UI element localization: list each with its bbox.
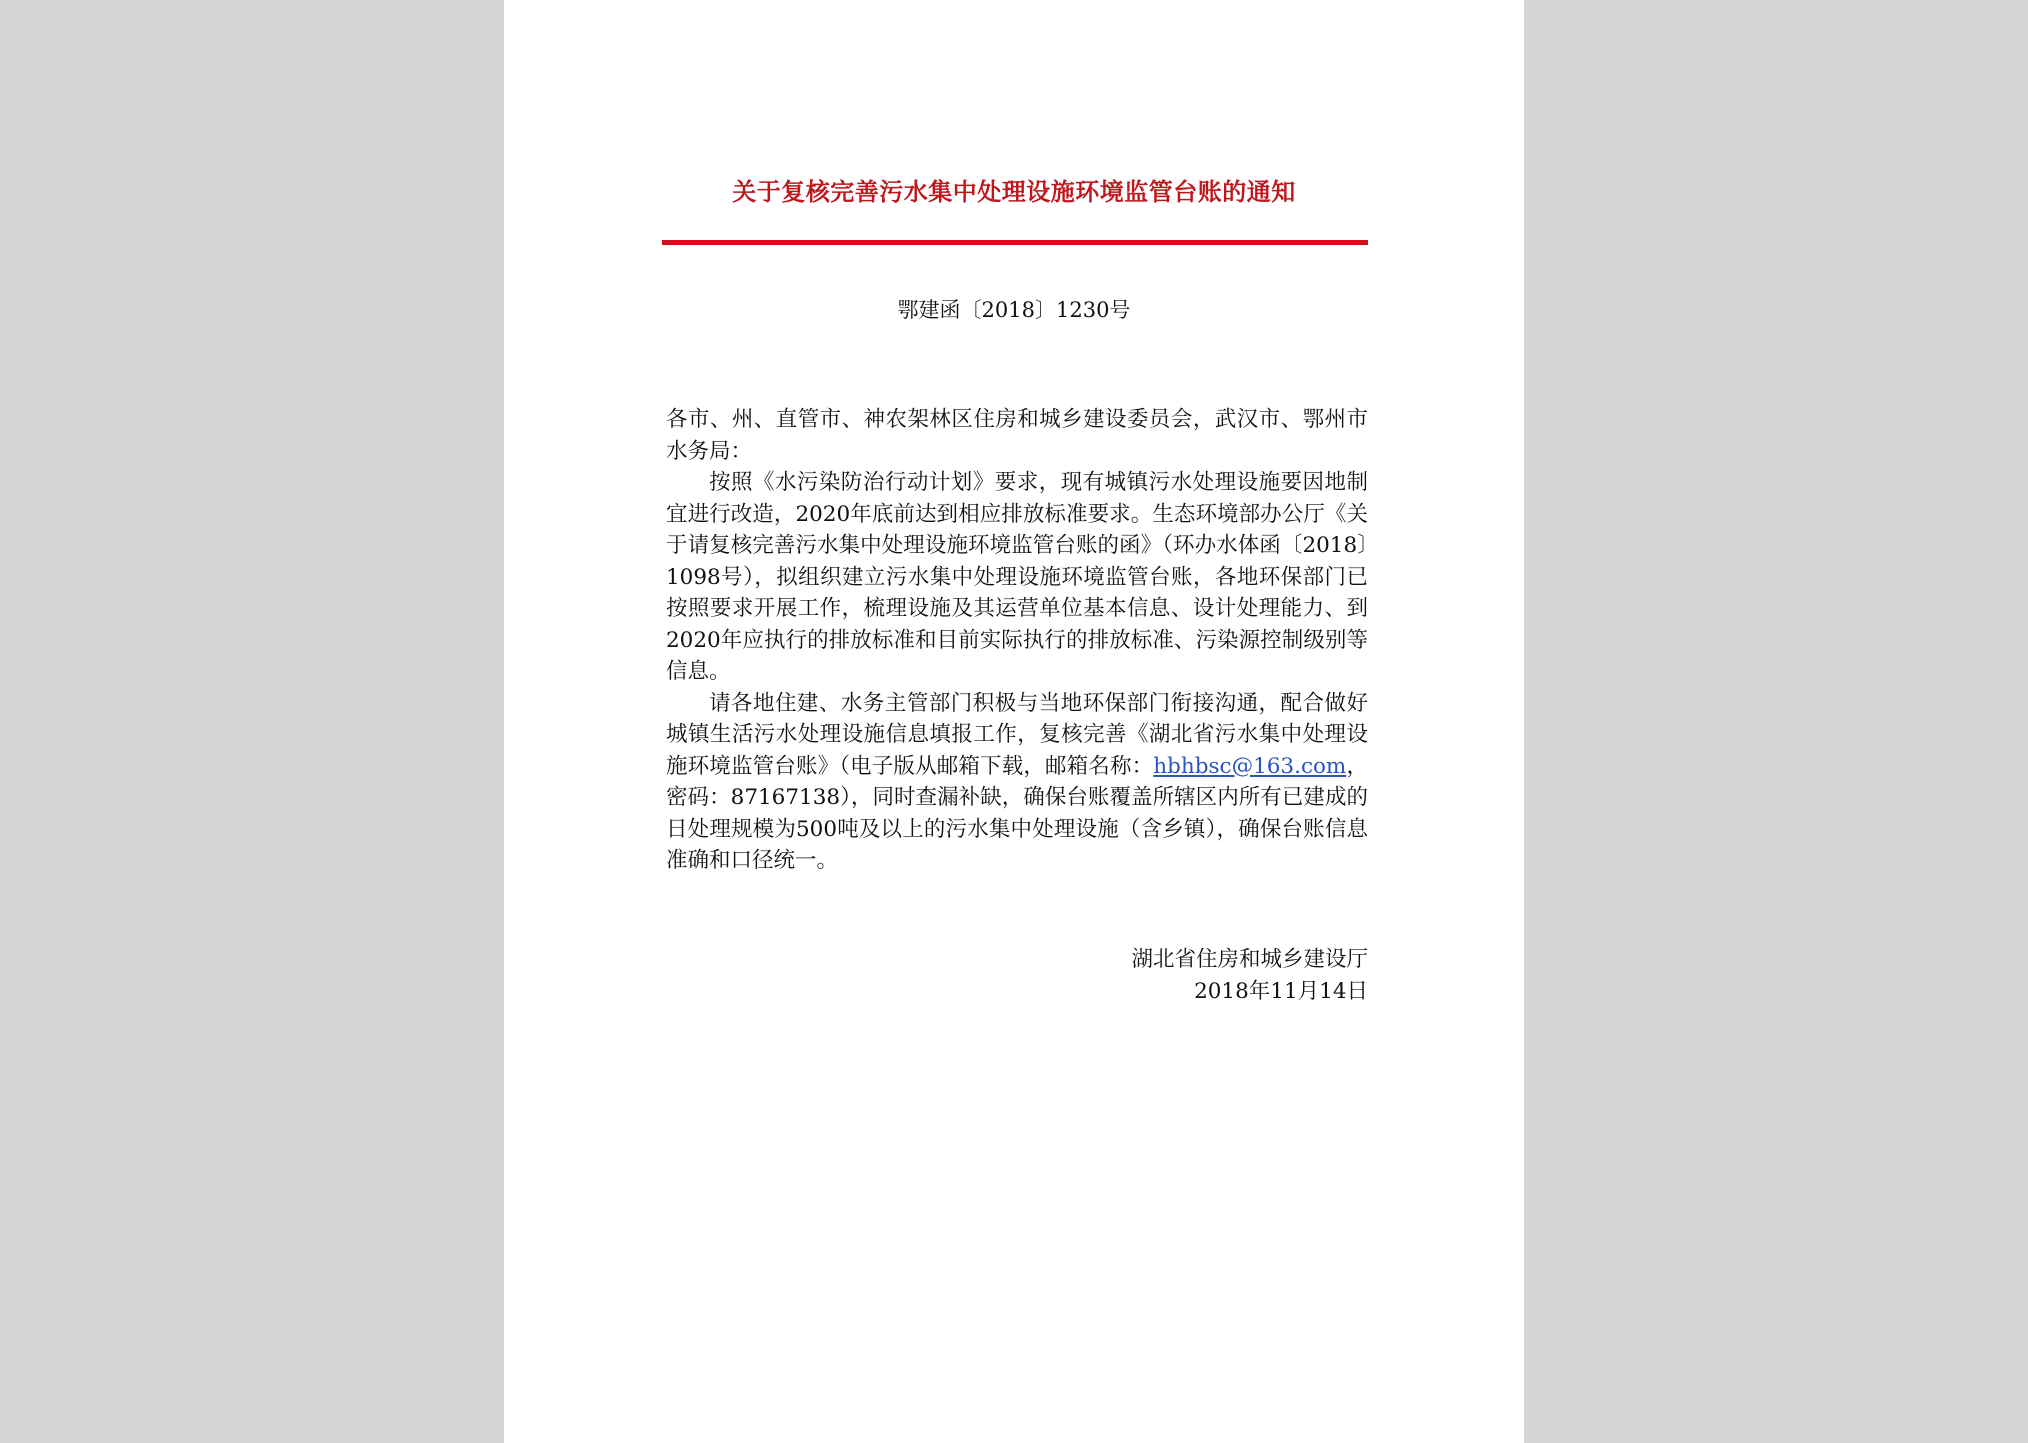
title-divider bbox=[662, 240, 1368, 245]
paragraph-2-tail: ，密码：87167138），同时查漏补缺，确保台账覆盖所辖区内所有已建成的日处理规模为500吨及以上的污水集中处理设施（含乡镇），确保台账信息准确和口径统一。 bbox=[666, 753, 1368, 873]
issue-date: 2018年11月14日 bbox=[1194, 979, 1368, 1004]
paragraph-2-lead: 请各地住建、水务主管部门积极与当地环保部门衔接沟通，配合做好城镇生活污水处理设施信息填报工作，复核完善《湖北省污水集中处理设施环境监管台账》（电子版从邮箱下载，邮箱名称： bbox=[666, 690, 1368, 779]
email-link[interactable]: hbhbsc@163.com bbox=[1153, 753, 1347, 779]
document-page bbox=[504, 0, 1524, 1443]
document-number: 鄂建函〔2018〕1230号 bbox=[897, 298, 1131, 322]
document-body bbox=[666, 404, 1368, 877]
signature-block bbox=[666, 944, 1368, 1008]
salutation: 各市、州、直管市、神农架林区住房和城乡建设委员会，武汉市、鄂州市水务局： bbox=[666, 407, 1368, 464]
paragraph-1: 按照《水污染防治行动计划》要求，现有城镇污水处理设施要因地制宜进行改造，2020年底前达到相应排放标准要求。生态环境部办公厅《关于请复核完善污水集中处理设施环境监管台账的函》（环办水体函〔2018〕1098号），拟组织建立污水集中处理设施环境监管台账，各地环保部门已按照要求开展工作，梳理设施及其运营单位基本信息、设计处理能力、到2020年应执行的排放标准和目前实际执行的排放标准、污染源控制级别等信息。 bbox=[666, 470, 1368, 684]
document-title: 关于复核完善污水集中处理设施环境监管台账的通知 bbox=[732, 177, 1296, 206]
paragraph-2 bbox=[666, 688, 1368, 877]
issuer-name: 湖北省住房和城乡建设厅 bbox=[1131, 947, 1368, 972]
